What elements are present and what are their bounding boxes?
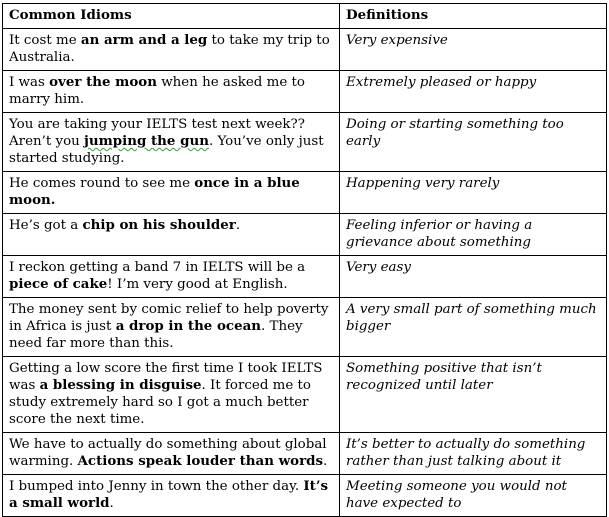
example-text: . [323,454,328,469]
idiom-phrase: a drop in the ocean [115,318,262,334]
idiom-phrase: chip on his shoulder [82,217,236,233]
example-text: I bumped into Jenny in town the other day. [9,479,304,494]
table-row [3,357,607,433]
idioms-table [2,3,607,517]
definition-cell: Very expensive [340,29,607,71]
idiom-phrase: an arm and a leg [80,32,208,48]
definition-cell: Extremely pleased or happy [340,71,607,113]
idiom-phrase: Actions speak louder than words [77,453,324,469]
table-row [3,29,607,71]
example-cell [3,475,340,517]
table-row [3,71,607,113]
table-row [3,113,607,172]
idiom-phrase: once in a blue moon. [9,175,300,208]
example-text: to take my trip to Australia. [9,33,330,65]
example-text: He comes round to see me [9,176,195,191]
definition-cell: Happening very rarely [340,172,607,214]
table-row [3,256,607,298]
idiom-phrase: a blessing in disguise [39,377,202,393]
example-text: . You’ve only just started studying. [9,134,324,166]
header-definitions: Definitions [340,4,607,29]
definition-cell: Meeting someone you would not have expected to [340,475,607,517]
example-text: Getting a low score the first time I took IELTS was [9,361,323,393]
example-text: The money sent by comic relief to help poverty in Africa is just [9,302,329,334]
example-text: I reckon getting a band 7 in IELTS will be a [9,260,306,275]
table-header-row [3,4,607,29]
example-cell [3,71,340,113]
example-text: It cost me [9,33,81,48]
definition-cell: A very small part of something much bigger [340,298,607,357]
example-cell [3,113,340,172]
example-text: . It forced me to study extremely hard so I got a much better score the next time. [9,378,311,427]
definition-cell: Feeling inferior or having a grievance about something [340,214,607,256]
header-common-idioms: Common Idioms [3,4,340,29]
example-text: ! I’m very good at English. [107,277,288,292]
example-cell [3,172,340,214]
example-cell [3,29,340,71]
table-row [3,172,607,214]
definition-cell: Doing or starting something too early [340,113,607,172]
example-text: He’s got a [9,218,83,233]
definition-cell: Something positive that isn’t recognized until later [340,357,607,433]
idiom-phrase: jumping the gun [84,133,209,149]
example-cell [3,433,340,475]
definition-cell: It’s better to actually do something rather than just talking about it [340,433,607,475]
example-text: . [109,496,114,511]
example-cell [3,298,340,357]
definition-cell: Very easy [340,256,607,298]
example-text: I was [9,75,50,90]
example-text: We have to actually do something about global warming. [9,437,327,469]
example-text: . They need far more than this. [9,319,303,351]
idiom-phrase: piece of cake [9,276,108,292]
example-cell [3,214,340,256]
table-row [3,214,607,256]
table-row [3,433,607,475]
example-cell [3,256,340,298]
example-text: You are taking your IELTS test next week?? Aren’t you [9,117,305,149]
idiom-phrase: over the moon [49,74,157,90]
table-row [3,475,607,517]
example-text: . [235,218,241,233]
idiom-phrase: It’s a small world [9,478,329,511]
example-cell [3,357,340,433]
table-row [3,298,607,357]
example-text: when he asked me to marry him. [9,75,305,107]
